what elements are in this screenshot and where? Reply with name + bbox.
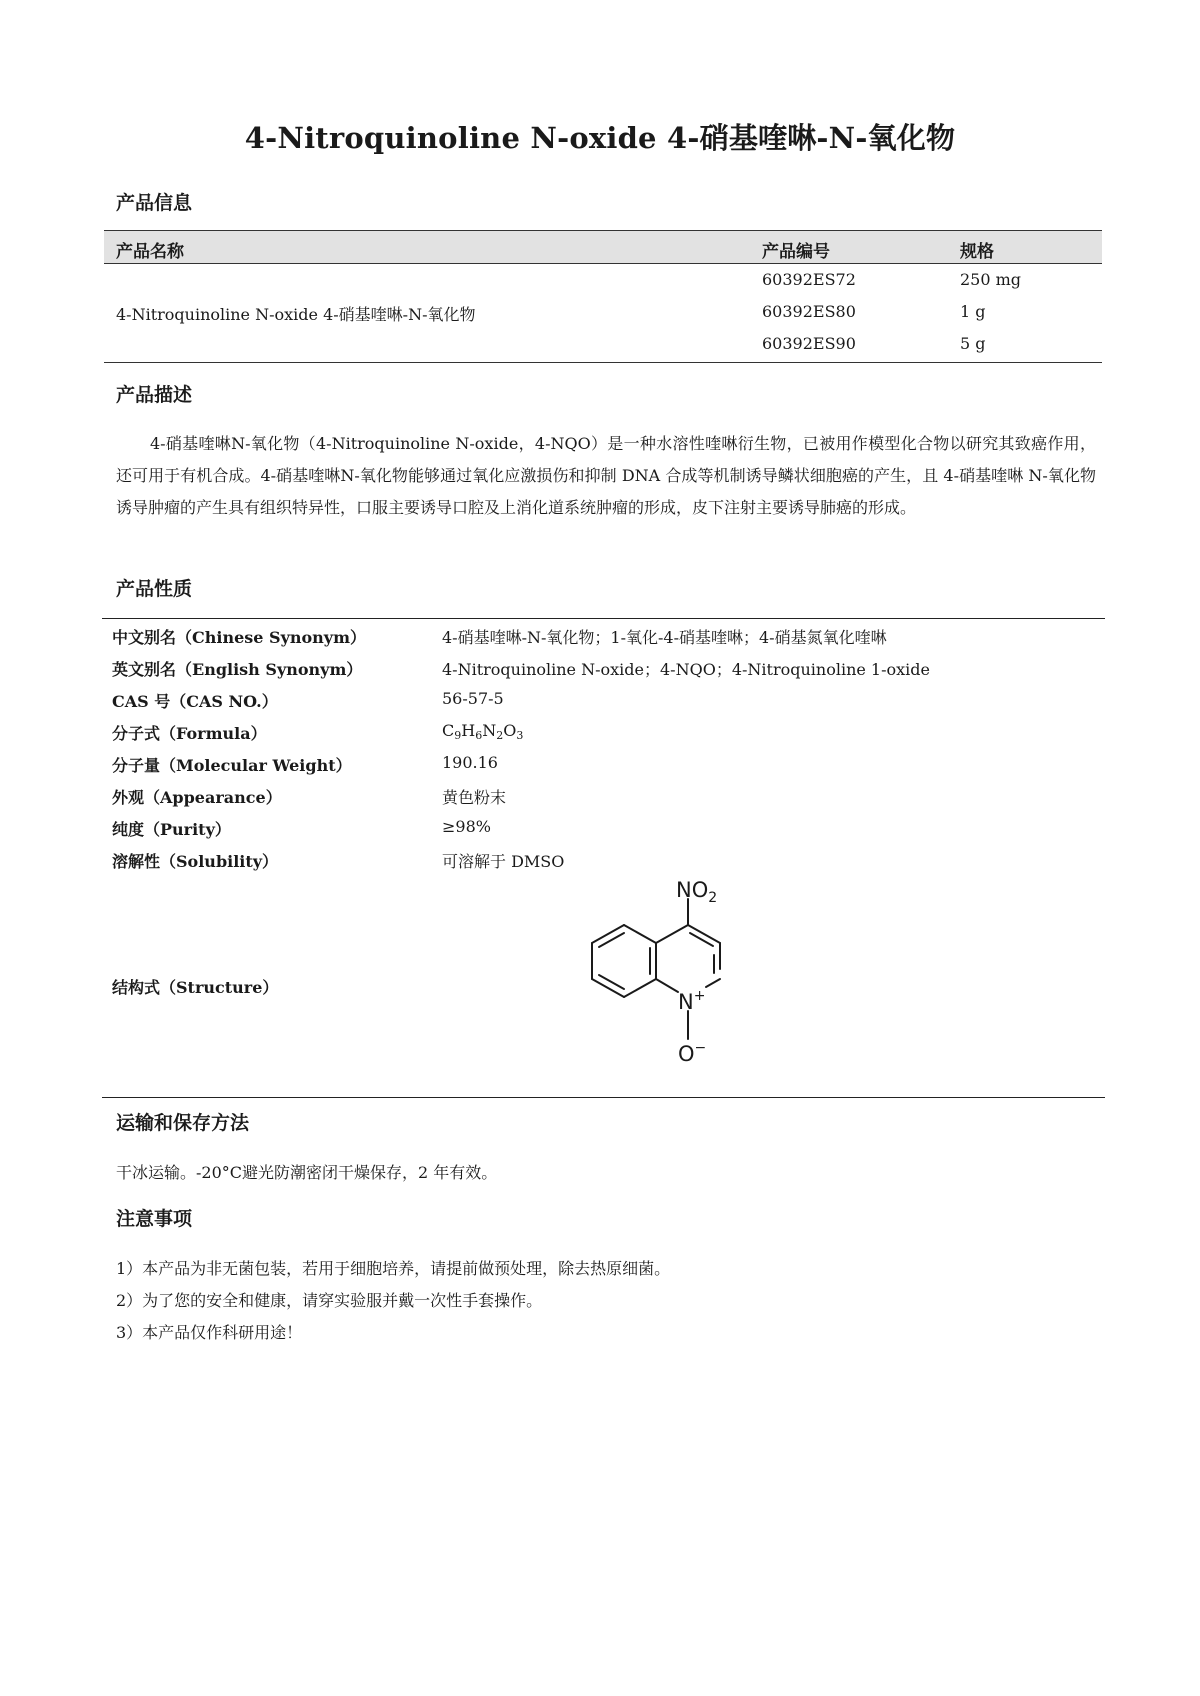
storage-text: 干冰运输。-20°C避光防潮密闭干燥保存，2 年有效。	[116, 1163, 498, 1182]
description-paragraph: 4-硝基喹啉N-氧化物（4-Nitroquinoline N-oxide，4-NQO）是一种水溶性喹啉衍生物，已被用作模型化合物以研究其致癌作用，还可用于有机合成。4-硝基喹啉N-氧化物能够通过氧化应激损伤和抑制 DNA 合成等机制诱导鳞状细胞癌的产生，且 4-硝基喹啉 N-氧化物诱导肿瘤的产生具有组织特异性，口服主要诱导口腔及上消化道系统肿瘤的形成，皮下注射主要诱导肺癌的形成。	[116, 434, 1096, 517]
property-label: 纯度（Purity）	[112, 820, 231, 839]
document-title: 4-Nitroquinoline N-oxide 4-硝基喹啉-N-氧化物	[244, 121, 956, 155]
product-code-cell: 60392ES72	[762, 270, 856, 289]
product-spec-cell: 250 mg	[960, 270, 1022, 289]
oxygen-label: O−	[678, 1040, 707, 1066]
bond	[592, 979, 624, 997]
description-text	[116, 428, 1096, 524]
bond	[706, 979, 720, 987]
property-row	[102, 689, 1105, 719]
property-value: 4-Nitroquinoline N-oxide；4-NQO；4-Nitroquinoline 1-oxide	[442, 660, 931, 679]
bond	[656, 925, 688, 943]
column-header-spec: 规格	[960, 242, 994, 262]
bond	[599, 933, 624, 947]
property-value: 可溶解于 DMSO	[442, 852, 565, 871]
properties-table	[102, 618, 1105, 1098]
bond	[656, 979, 678, 992]
description-heading: 产品描述	[116, 384, 193, 406]
property-row	[102, 849, 1105, 879]
property-row	[102, 625, 1105, 655]
structure-diagram	[572, 879, 772, 1089]
property-value: 190.16	[442, 753, 498, 772]
ring-nitrogen-label: N+	[678, 988, 706, 1014]
note-item: 3）本产品仅作科研用途！	[116, 1323, 303, 1342]
bond	[624, 925, 656, 943]
property-label: 溶解性（Solubility）	[112, 852, 279, 871]
property-label: 英文别名（English Synonym）	[112, 660, 363, 679]
property-row	[102, 817, 1105, 847]
property-label: 中文别名（Chinese Synonym）	[112, 628, 367, 647]
property-value: 56-57-5	[442, 689, 504, 708]
product-info-body	[104, 264, 1102, 363]
property-row	[102, 785, 1105, 815]
column-header-name: 产品名称	[116, 242, 184, 262]
note-item: 1）本产品为非无菌包装，若用于细胞培养，请提前做预处理，除去热原细菌。	[116, 1259, 671, 1278]
note-item: 2）为了您的安全和健康，请穿实验服并戴一次性手套操作。	[116, 1291, 543, 1310]
structure-label: 结构式（Structure）	[112, 978, 279, 997]
bond	[599, 975, 624, 989]
property-value: 黄色粉末	[442, 788, 507, 807]
bond	[690, 933, 713, 946]
product-info-heading: 产品信息	[116, 192, 193, 214]
product-info-table	[104, 230, 1102, 363]
notes-heading: 注意事项	[116, 1208, 193, 1230]
property-value: 4-硝基喹啉-N-氧化物；1-氧化-4-硝基喹啉；4-硝基氮氧化喹啉	[442, 628, 887, 647]
property-row	[102, 657, 1105, 687]
product-spec-cell: 5 g	[960, 334, 986, 353]
bond	[624, 979, 656, 997]
bond	[592, 925, 624, 943]
property-label: 分子式（Formula）	[112, 724, 267, 743]
product-code-cell: 60392ES90	[762, 334, 856, 353]
nitro-label: $NO_2$	[676, 879, 718, 906]
property-label: CAS 号（CAS NO.）	[112, 692, 278, 711]
property-label: 分子量（Molecular Weight）	[112, 756, 352, 775]
product-info-header-row	[104, 230, 1102, 264]
property-value: ≥98%	[442, 817, 491, 836]
column-header-code: 产品编号	[762, 242, 830, 262]
properties-heading: 产品性质	[116, 578, 193, 600]
storage-heading: 运输和保存方法	[116, 1112, 250, 1134]
product-spec-cell: 1 g	[960, 302, 986, 321]
product-name-cell: 4-Nitroquinoline N-oxide 4-硝基喹啉-N-氧化物	[116, 305, 476, 324]
property-row	[102, 753, 1105, 783]
property-row	[102, 721, 1105, 751]
formula-value: $C_9H_6N_2O_3$	[442, 721, 524, 742]
property-label: 外观（Appearance）	[112, 788, 282, 807]
product-code-cell: 60392ES80	[762, 302, 856, 321]
